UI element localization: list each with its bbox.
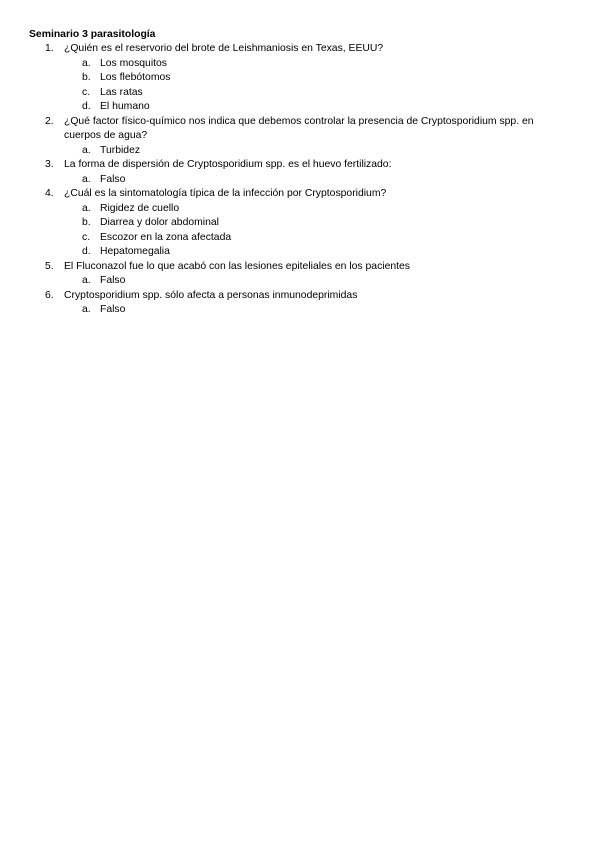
answer-list — [64, 57, 570, 115]
question-number: 3. — [45, 159, 54, 170]
answer-letter: a. — [82, 304, 91, 315]
answer-item — [64, 71, 570, 86]
answer-text: Hepatomegalia — [100, 246, 170, 257]
answer-letter: c. — [82, 86, 91, 98]
question-text: La forma de dispersión de Cryptosporidium spp. es el huevo fertilizado: — [64, 159, 392, 170]
answer-item — [64, 274, 570, 289]
answer-item — [64, 245, 570, 260]
answer-list — [64, 144, 570, 159]
answer-list — [64, 173, 570, 188]
answer-text: El humano — [100, 101, 150, 112]
answer-text: Los mosquitos — [100, 57, 167, 69]
question-number: 5. — [45, 260, 54, 272]
question-item — [0, 115, 600, 159]
answer-text: Rigidez de cuello — [100, 202, 180, 214]
answer-text: Falso — [100, 275, 126, 286]
answer-list — [64, 202, 570, 260]
answer-letter: a. — [82, 202, 91, 214]
answer-letter: b. — [82, 217, 91, 228]
answer-list — [64, 303, 570, 318]
answer-text: Turbidez — [100, 144, 141, 156]
question-number: 4. — [45, 188, 54, 199]
answer-text: Diarrea y dolor abdominal — [100, 217, 219, 228]
answer-item — [64, 144, 570, 159]
question-item — [0, 42, 600, 115]
question-text: Cryptosporidium spp. sólo afecta a personas inmunodeprimidas — [64, 289, 358, 301]
question-text: El Fluconazol fue lo que acabó con las lesiones epiteliales en los pacientes — [64, 260, 410, 272]
answer-item — [64, 216, 570, 231]
answer-list — [64, 274, 570, 289]
question-text: ¿Quién es el reservorio del brote de Leishmaniosis en Texas, EEUU? — [64, 43, 384, 54]
answer-item — [64, 202, 570, 217]
question-number: 2. — [45, 115, 54, 127]
answer-letter: d. — [82, 246, 91, 257]
question-number: 6. — [45, 289, 54, 301]
answer-item — [64, 100, 570, 115]
answer-item — [64, 303, 570, 318]
question-item — [0, 158, 600, 187]
answer-text: Falso — [100, 304, 126, 315]
answer-letter: b. — [82, 72, 91, 83]
question-number: 1. — [45, 43, 54, 54]
question-item — [0, 187, 600, 260]
question-text: ¿Cuál es la sintomatología típica de la infección por Cryptosporidium? — [64, 188, 387, 199]
answer-letter: d. — [82, 101, 91, 112]
answer-letter: a. — [82, 173, 91, 185]
answer-item — [64, 86, 570, 101]
answer-text: Escozor en la zona afectada — [100, 231, 232, 243]
answer-item — [64, 173, 570, 188]
question-list — [0, 42, 600, 318]
answer-letter: a. — [82, 275, 91, 286]
question-item — [0, 289, 600, 318]
question-item — [0, 260, 600, 289]
answer-text: Los flebótomos — [100, 72, 171, 83]
answer-letter: c. — [82, 231, 91, 243]
answer-item — [64, 57, 570, 72]
document-title: Seminario 3 parasitología — [29, 29, 156, 40]
answer-letter: a. — [82, 144, 91, 156]
answer-letter: a. — [82, 57, 91, 69]
answer-text: Las ratas — [100, 86, 143, 98]
answer-item — [64, 231, 570, 246]
question-text: ¿Qué factor físico-químico nos indica que debemos controlar la presencia de Cryptosporidium spp. en cuerpos de agua? — [64, 115, 534, 141]
answer-text: Falso — [100, 173, 126, 185]
